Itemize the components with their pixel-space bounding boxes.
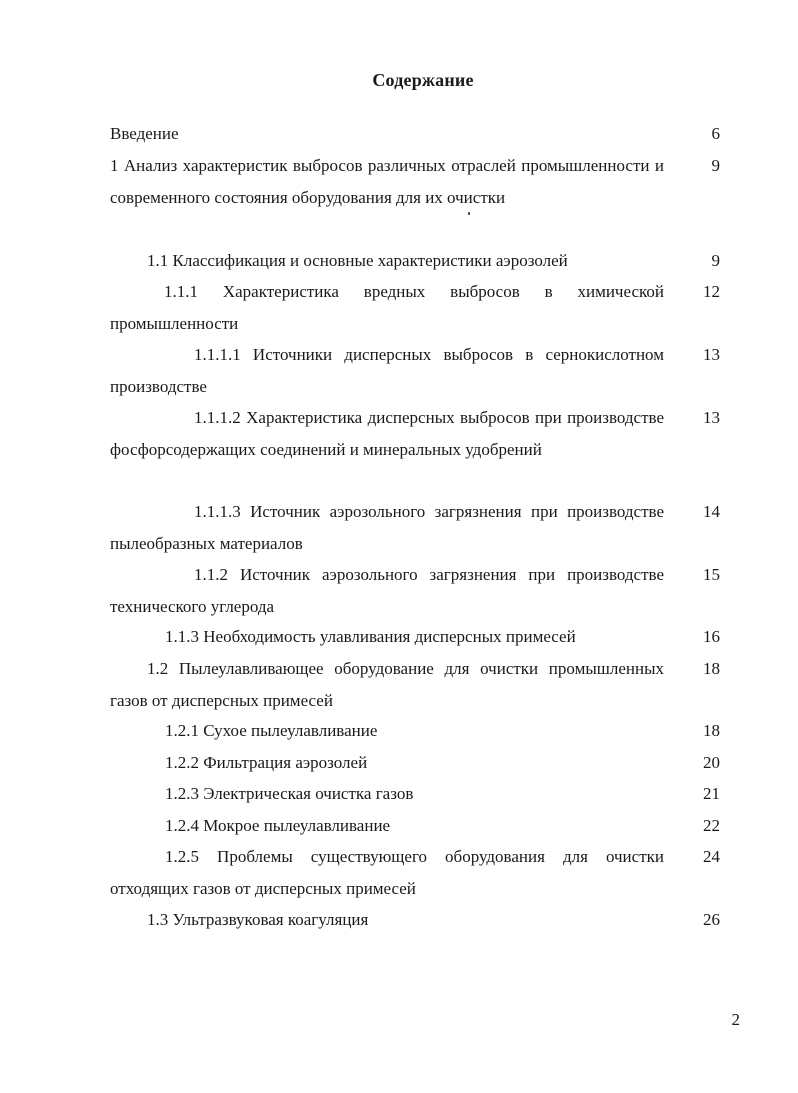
toc-entry-text: 1.2.1 Сухое пылеулавливание [165, 721, 378, 740]
toc-entry-text: 1.1 Классификация и основные характеристики аэрозолей [147, 251, 568, 270]
toc-entry-page: 15 [703, 565, 720, 584]
toc-entry-page: 18 [703, 721, 720, 740]
toc-entry-text: 1.1.2 Источник аэрозольного загрязнения при производстве технического углерода [110, 565, 664, 616]
toc-entry-text: 1.1.3 Необходимость улавливания дисперсных примесей [165, 627, 576, 646]
toc-entry-page: 20 [703, 753, 720, 772]
toc-entry-text: 1.1.1 Характеристика вредных выбросов в химической промышленности [110, 282, 664, 333]
toc-entry-page: 6 [711, 124, 720, 143]
toc-entry-page: 24 [703, 847, 720, 866]
toc-entry-page: 13 [703, 345, 720, 364]
toc-entry-text: 1.2.4 Мокрое пылеулавливание [165, 816, 391, 835]
toc-entry-page: 9 [711, 156, 720, 175]
toc-entry-page: 18 [703, 659, 720, 678]
toc-entry-text: 1.2.3 Электрическая очистка газов [165, 784, 414, 803]
toc-entry-text: 1.2.5 Проблемы существующего оборудования для очистки отходящих газов от дисперсных примесей [110, 847, 664, 898]
toc-entry-page: 14 [703, 502, 720, 521]
toc-entry-text: Введение [110, 124, 179, 143]
scan-speck [468, 212, 470, 215]
toc-entry-text: 1.1.1.1 Источники дисперсных выбросов в сернокислотном производстве [110, 345, 664, 396]
toc-entry-page: 22 [703, 816, 720, 835]
toc-entry-text: 1.1.1.2 Характеристика дисперсных выбросов при производстве фосфорсодержащих соединений и минеральных удобрений [110, 408, 664, 459]
toc-entry-text: 1.3 Ультразвуковая коагуляция [147, 910, 369, 929]
toc-entry-text: 1.2.2 Фильтрация аэрозолей [165, 753, 368, 772]
page-title: Содержание [372, 70, 474, 90]
toc-entry-text: 1.2 Пылеулавливающее оборудование для очистки промышленных газов от дисперсных примесей [110, 659, 664, 710]
toc-entry-page: 21 [703, 784, 720, 803]
toc-entry-page: 16 [703, 627, 720, 646]
toc-entry-text: 1 Анализ характеристик выбросов различных отраслей промышленности и современного состояния оборудования для их очистки [110, 156, 664, 207]
toc-entry-page: 12 [703, 282, 720, 301]
toc-entry-page: 26 [703, 910, 720, 929]
toc-entry-text: 1.1.1.3 Источник аэрозольного загрязнения при производстве пылеобразных материалов [110, 502, 664, 553]
toc-entry-page: 13 [703, 408, 720, 427]
page-number: 2 [731, 1010, 740, 1029]
toc-entry-page: 9 [711, 251, 720, 270]
